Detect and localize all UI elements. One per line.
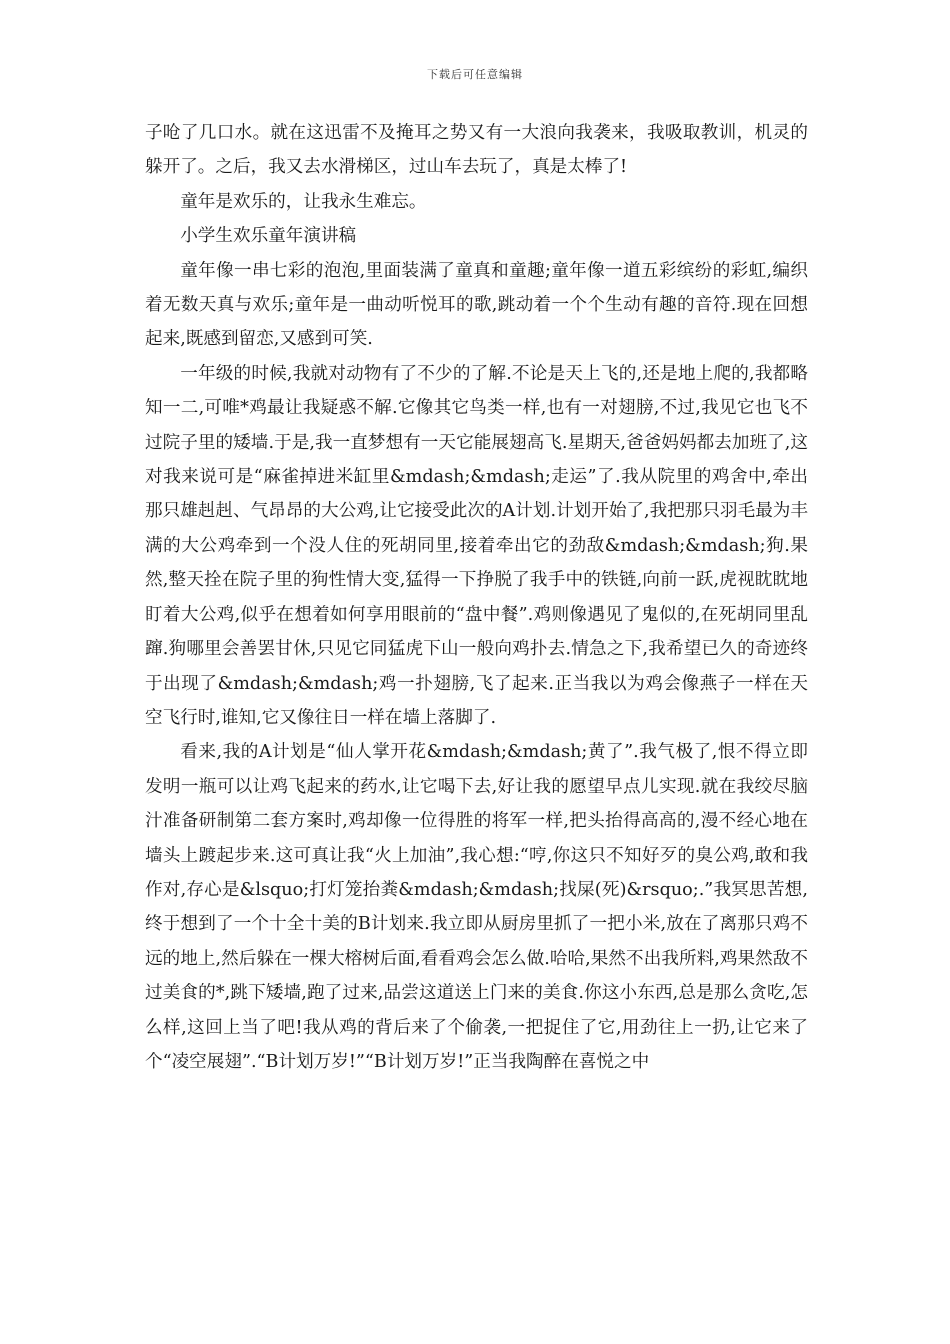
paragraph-2: 童年是欢乐的，让我永生难忘。	[180, 191, 427, 212]
paragraph-3: 童年像一串七彩的泡泡,里面装满了童真和童趣;童年像一道五彩缤纷的彩虹,编织着无数天真与欢乐;童年是一曲动听悦耳的歌,跳动着一个个生动有趣的音符.现在回想起来,既感到留恋,又感到可笑.	[145, 260, 808, 350]
paragraph-5: 看来,我的A计划是“仙人掌开花&mdash;&mdash;黄了”.我气极了,恨不得立即发明一瓶可以让鸡飞起来的药水,让它喝下去,好让我的愿望早点儿实现.就在我绞尽脑汁准备研制第二套方案时,鸡却像一位得胜的将军一样,把头抬得高高的,漫不经心地在墙头上踱起步来.这可真让我“火上加油”,我心想:“哼,你这只不知好歹的臭公鸡,敢和我作对,存心是&lsquo;打灯笼抬粪&mdash;&mdash;找屎(死)&rsquo;.”我冥思苦想,终于想到了一个十全十美的B计划来.我立即从厨房里抓了一把小米,放在了离那只鸡不远的地上,然后躲在一棵大榕树后面,看看鸡会怎么做.哈哈,果然不出我所料,鸡果然敌不过美食的*,跳下矮墙,跑了过来,品尝这道送上门来的美食.你这小东西,总是那么贪吃,怎么样,这回上当了吧!我从鸡的背后来了个偷袭,一把捉住了它,用劲往上一扔,让它来了个“凌空展翅”.“B计划万岁!”“B计划万岁!”正当我陶醉在喜悦之中	[145, 742, 808, 1072]
page-header: 下载后可任意编辑	[427, 68, 523, 81]
paragraph-1: 子呛了几口水。就在这迅雷不及掩耳之势又有一大浪向我袭来，我吸取教训，机灵的躲开了。之后，我又去水滑梯区，过山车去玩了，真是太棒了!	[145, 123, 808, 178]
document-body	[145, 116, 808, 1079]
paragraph-4: 一年级的时候,我就对动物有了不少的了解.不论是天上飞的,还是地上爬的,我都略知一二,可唯*鸡最让我疑惑不解.它像其它鸟类一样,也有一对翅膀,不过,我见它也飞不过院子里的矮墙.于是,我一直梦想有一天它能展翅高飞.星期天,爸爸妈妈都去加班了,这对我来说可是“麻雀掉进米缸里&mdash;&mdash;走运”了.我从院里的鸡舍中,牵出那只雄赳赳、气昂昂的大公鸡,让它接受此次的A计划.计划开始了,我把那只羽毛最为丰满的大公鸡牵到一个没人住的死胡同里,接着牵出它的劲敌&mdash;&mdash;狗.果然,整天拴在院子里的狗性情大变,猛得一下挣脱了我手中的铁链,向前一跃,虎视眈眈地盯着大公鸡,似乎在想着如何享用眼前的“盘中餐”.鸡则像遇见了鬼似的,在死胡同里乱蹿.狗哪里会善罢甘休,只见它同猛虎下山一般向鸡扑去.情急之下,我希望已久的奇迹终于出现了&mdash;&mdash;鸡一扑翅膀,飞了起来.正当我以为鸡会像燕子一样在天空飞行时,谁知,它又像往日一样在墙上落脚了.	[145, 363, 808, 728]
section-title: 小学生欢乐童年演讲稿	[180, 226, 357, 247]
